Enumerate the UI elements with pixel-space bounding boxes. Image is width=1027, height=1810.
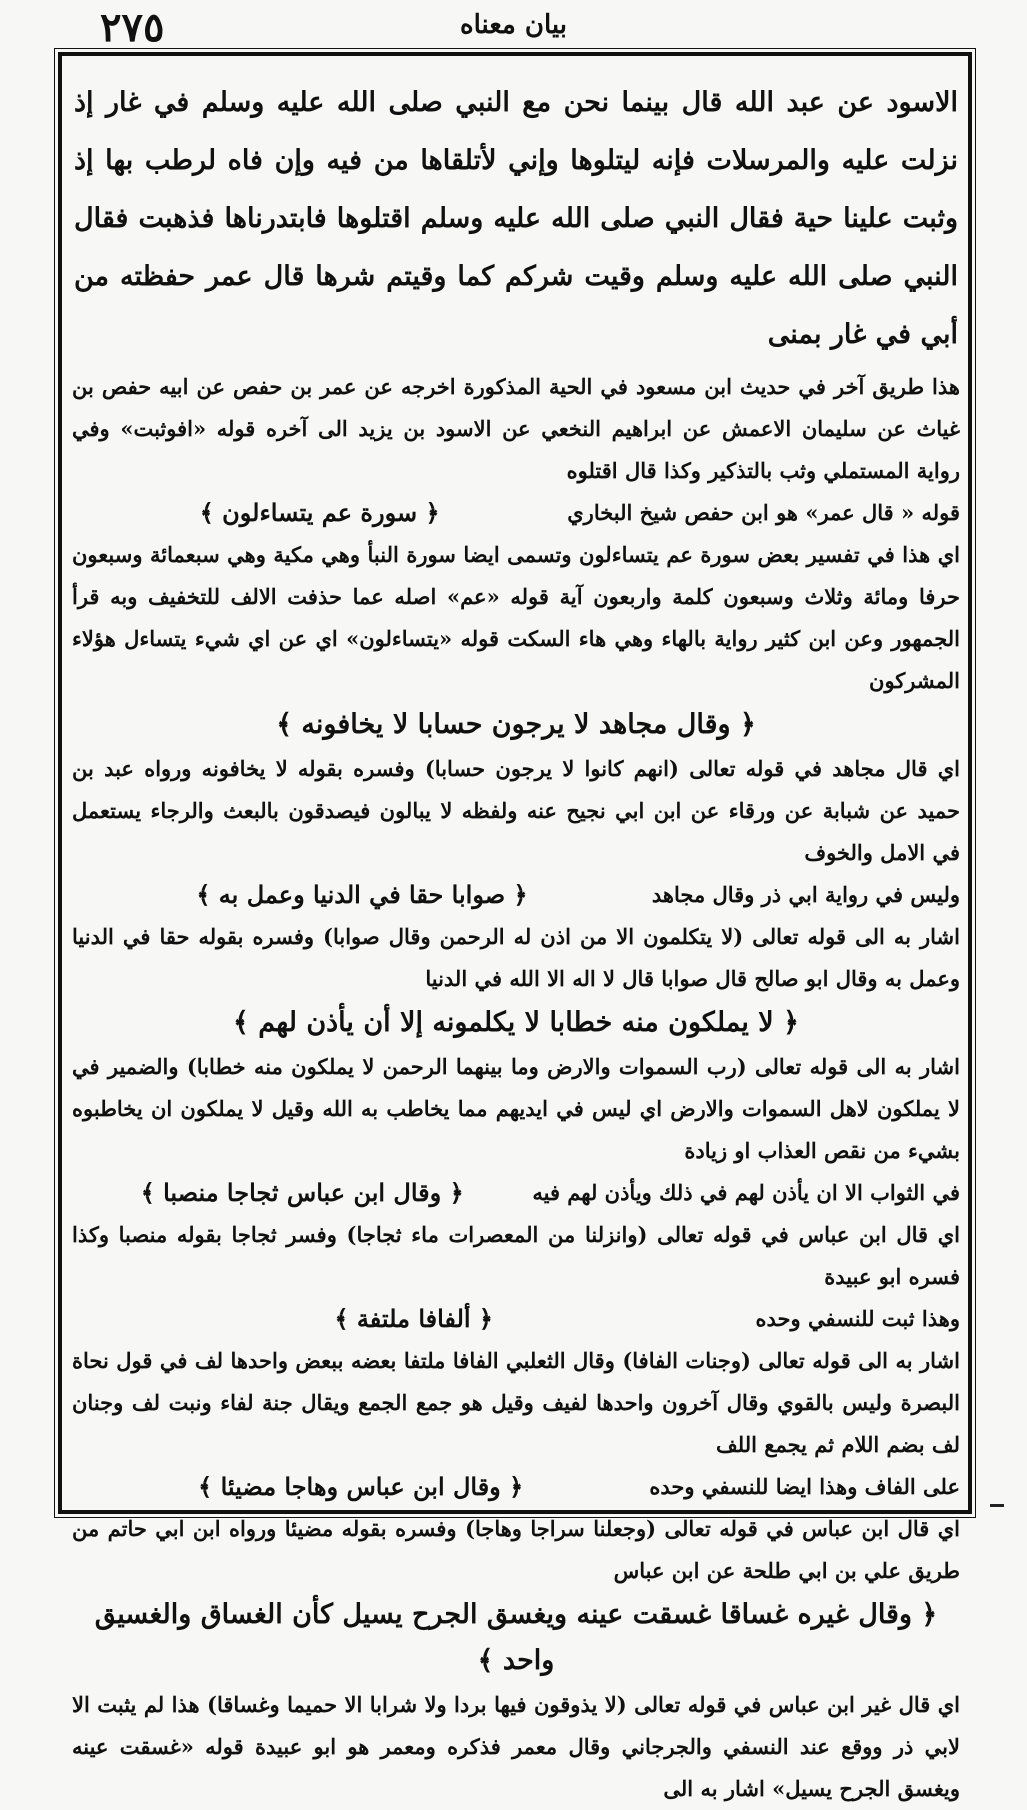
chapter-heading-sawab: ﴿ صوابا حقا في الدنيا وعمل به ﴾: [196, 880, 528, 909]
commentary-paragraph-4: اشار به الى قوله تعالى (لا يتكلمون الا من اذن له الرحمن وقال صوابا) وفسره بقوله حقا في الدنيا وعمل به وقال ابو صالح قال صوابا قال لا اله الا الله في الدنيا: [72, 924, 960, 991]
commentary-paragraph-8: اي قال ابن عباس في قوله تعالى (وجعلنا سراجا وهاجا) وفسره بقوله مضيئا ورواه ابن ابي حاتم من طريق علي بن ابي طلحة عن ابن عباس: [72, 1516, 960, 1583]
chapter-heading-alfaf-text: ألفافا ملتفة: [356, 1304, 471, 1333]
chapter-heading-wahhaj-text: وقال ابن عباس وهاجا مضيئا: [220, 1472, 501, 1501]
chapter-heading-surah: ﴿ سورة عم يتساءلون ﴾: [199, 498, 440, 527]
chapter-heading-ghassaq-text: وقال غيره غساقا غسقت عينه ويغسق الجرح يسيل كأن الغساق والغسيق واحد: [94, 1599, 913, 1676]
chapter-heading-khitab-text: لا يملكون منه خطابا لا يكلمونه إلا أن يأذن لهم: [258, 1007, 774, 1038]
commentary-paragraph-3: اي قال مجاهد في قوله تعالى (انهم كانوا لا يرجون حسابا) وفسره بقوله لا يخافونه ورواه عبد بن حميد عن شبابة عن ورقاء عن ابن ابي نجيح عنه ولفظه لا يبالون فيصدقون بالبعث والرجاء يستعمل في الامل والخوف: [72, 756, 960, 865]
page-corner-mark: [990, 1504, 1004, 1507]
chapter-heading-khitab: ﴿ لا يملكون منه خطابا لا يكلمونه إلا أن يأذن لهم ﴾: [233, 1007, 799, 1038]
commentary-paragraph-6-tail: وهذا ثبت للنسفي وحده: [755, 1306, 960, 1331]
chapter-heading-surah-text: سورة عم يتساءلون: [222, 498, 418, 527]
heading-row-wahhaj: [72, 1466, 960, 1508]
commentary-paragraph-7: اشار به الى قوله تعالى (وجنات الفافا) وقال الثعلبي الفافا ملتفا بعضه ببعض واحدها لف في قول نحاة البصرة وليس بالقوي وقال آخرون واحدها لفيف وقيل هو جمع الجمع ويقال جنة لفاء ونبت لف وجنان لف بضم اللام ثم يجمع اللف: [72, 1348, 960, 1457]
chapter-heading-ghassaq: ﴿ وقال غيره غساقا غسقت عينه ويغسق الجرح يسيل كأن الغساق والغسيق واحد ﴾: [94, 1599, 938, 1676]
page-header: [60, 4, 967, 51]
commentary-paragraph-5-tail: في الثواب الا ان يأذن لهم في ذلك ويأذن لهم فيه: [532, 1180, 960, 1205]
commentary-paragraph-2: اي هذا في تفسير بعض سورة عم يتساءلون وتسمى ايضا سورة النبأ وهي مكية وهي سبعمائة وسبعون حرفا ومائة وثلاث وسبعون كلمة واربعون آية قوله «عم» اصله عما حذفت الالف للتخفيف وبه قرأ الجمهور وعن ابن كثير رواية بالهاء وهي هاء السكت قوله «يتساءلون» اي عن اي شيء يتساءل هؤلاء المشركون: [72, 542, 960, 693]
chapter-heading-wahhaj: ﴿ وقال ابن عباس وهاجا مضيئا ﴾: [198, 1472, 524, 1501]
chapter-heading-mujahid: ﴿ وقال مجاهد لا يرجون حسابا لا يخافونه ﴾: [276, 709, 756, 740]
chapter-heading-alfaf: ﴿ ألفافا ملتفة ﴾: [334, 1304, 493, 1333]
page-number: ٢٧٥: [100, 4, 165, 51]
chapter-heading-mujahid-text: وقال مجاهد لا يرجون حسابا لا يخافونه: [301, 709, 731, 740]
chapter-heading-thajjaj-text: وقال ابن عباس ثجاجا منصبا: [163, 1178, 442, 1207]
commentary-paragraph-9: اي قال غير ابن عباس في قوله تعالى (لا يذوقون فيها بردا ولا شرابا الا حميما وغساقا) هذا لم يثبت الا لابي ذر ووقع عند النسفي والجرجاني وقال معمر فذكره ومعمر هو ابو عبيدة قوله «غسقت عينه ويغسق الجرح يسيل» اشار به الى: [72, 1692, 960, 1801]
commentary-paragraph-6: اي قال ابن عباس في قوله تعالى (وانزلنا من المعصرات ماء ثجاجا) وفسر ثجاجا بقوله منصبا وكذا فسره ابو عبيدة: [72, 1222, 960, 1289]
chapter-heading-sawab-text: صوابا حقا في الدنيا وعمل به: [218, 880, 506, 909]
heading-row-surah: [72, 492, 960, 534]
running-title: بيان معناه: [459, 10, 567, 40]
heading-row-thajjaj: [72, 1172, 960, 1214]
commentary-paragraph-1-tail: قوله « قال عمر» هو ابن حفص شيخ البخاري: [567, 500, 960, 525]
chapter-heading-thajjaj: ﴿ وقال ابن عباس ثجاجا منصبا ﴾: [140, 1178, 464, 1207]
commentary-paragraph-3-tail: وليس في رواية ابي ذر وقال مجاهد: [651, 882, 960, 907]
hadith-text: الاسود عن عبد الله قال بينما نحن مع النبي صلى الله عليه وسلم في غار إذ نزلت عليه والمرسلات فإنه ليتلوها وإني لأتلقاها من فيه وإن فاه لرطب بها إذ وثبت علينا حية فقال النبي صلى الله عليه وسلم اقتلوها فابتدرناها فذهبت فقال النبي صلى الله عليه وسلم وقيت شركم كما وقيتم شرها قال عمر حفظته من أبي في غار بمنى: [74, 87, 958, 350]
commentary-paragraph-5: اشار به الى قوله تعالى (رب السموات والارض وما بينهما الرحمن لا يملكون منه خطابا) والضمير في لا يملكون لاهل السموات والارض اي ليس في ايديهم مما يخاطب به الله وقيل لا يملكون ان يخاطبوه بشيء من نقص العذاب او زيادة: [72, 1054, 960, 1163]
heading-row-alfaf: [72, 1298, 960, 1340]
commentary-paragraph-1: هذا طريق آخر في حديث ابن مسعود في الحية المذكورة اخرجه عن عمر بن حفص عن ابيه حفص بن غياث عن سليمان الاعمش عن ابراهيم النخعي عن الاسود بن يزيد الى آخره قوله «افوثبت» وفي رواية المستملي وثب بالتذكير وكذا قال اقتلوه: [72, 374, 960, 483]
commentary-paragraph-7-tail: على الفاف وهذا ايضا للنسفي وحده: [649, 1474, 960, 1499]
page-content: [66, 62, 966, 1801]
heading-row-sawab: [72, 874, 960, 916]
